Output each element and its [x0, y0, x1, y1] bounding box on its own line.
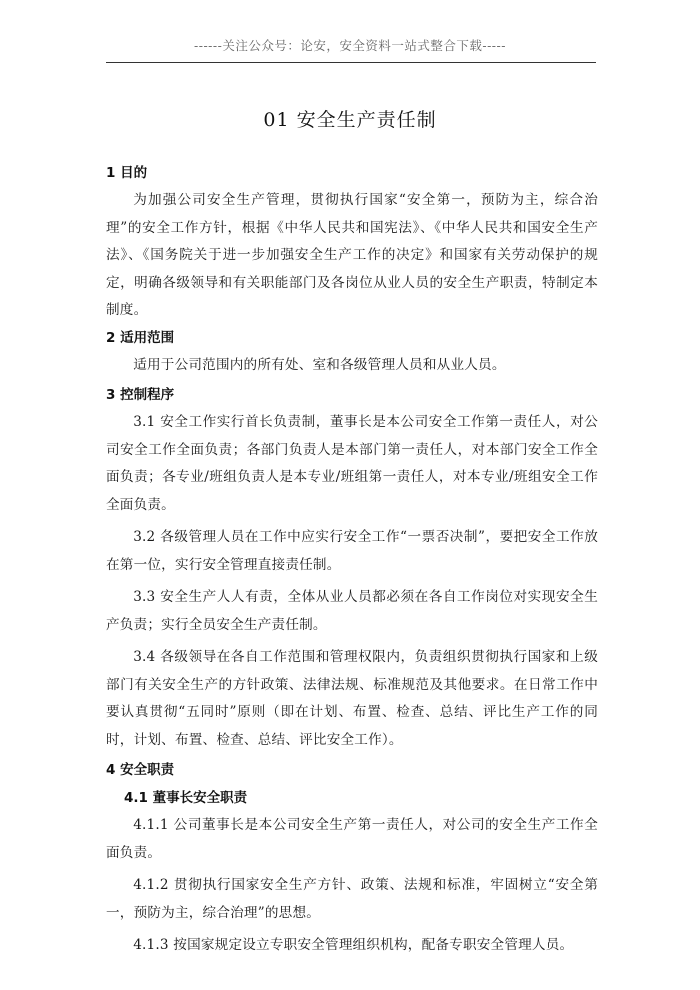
document-body — [106, 160, 598, 960]
paragraph-purpose: 为加强公司安全生产管理，贯彻执行国家“安全第一，预防为主，综合治理”的安全工作方针，根据《中华人民共和国宪法》、《中华人民共和国安全生产法》、《国务院关于进一步加强安全生产工作的决定》和国家有关劳动保护的规定，明确各级领导和有关职能部门及各岗位从业人员的安全生产职责，特制定本制度。 — [106, 192, 598, 318]
paragraph-3-2: 3.2 各级管理人员在工作中应实行安全工作“一票否决制”，要把安全工作放在第一位，实行安全管理直接责任制。 — [106, 529, 598, 573]
paragraph-3-4: 3.4 各级领导在各自工作范围和管理权限内，负责组织贯彻执行国家和上级部门有关安全生产的方针政策、法律法规、标准规范及其他要求。在日常工作中要认真贯彻“五同时”原则（即在计划、布置、检查、总结、评比生产工作的同时，计划、布置、检查、总结、评比安全工作）。 — [106, 649, 598, 748]
section-heading-control-procedure: 3 控制程序 — [106, 387, 175, 403]
section-heading-scope: 2 适用范围 — [106, 329, 175, 346]
document-title: 01 安全生产责任制 — [263, 109, 437, 131]
sub-heading-chairman-duties: 4.1 董事长安全职责 — [124, 790, 248, 806]
section-heading-safety-duties: 4 安全职责 — [106, 762, 175, 778]
paragraph-4-1-1: 4.1.1 公司董事长是本公司安全生产第一责任人，对公司的安全生产工作全面负责。 — [106, 817, 598, 861]
header-note: ------关注公众号：论安，安全资料一站式整合下载----- — [194, 38, 506, 53]
header-divider — [106, 62, 596, 63]
section-heading-purpose: 1 目的 — [106, 165, 148, 181]
paragraph-4-1-3: 4.1.3 按国家规定设立专职安全管理组织机构，配备专职安全管理人员。 — [133, 937, 574, 953]
paragraph-3-3: 3.3 安全生产人人有责，全体从业人员都必须在各自工作岗位对实现安全生产负责；实行全员安全生产责任制。 — [106, 589, 598, 633]
paragraph-scope: 适用于公司范围内的所有处、室和各级管理人员和从业人员。 — [133, 356, 506, 373]
paragraph-4-1-2: 4.1.2 贯彻执行国家安全生产方针、政策、法规和标准，牢固树立“安全第一，预防为主，综合治理”的思想。 — [106, 877, 598, 921]
paragraph-3-1: 3.1 安全工作实行首长负责制，董事长是本公司安全工作第一责任人，对公司安全工作全面负责；各部门负责人是本部门第一责任人，对本部门安全工作全面负责；各专业/班组负责人是本专业/班组第一责任人，对本专业/班组安全工作全面负责。 — [106, 414, 598, 513]
